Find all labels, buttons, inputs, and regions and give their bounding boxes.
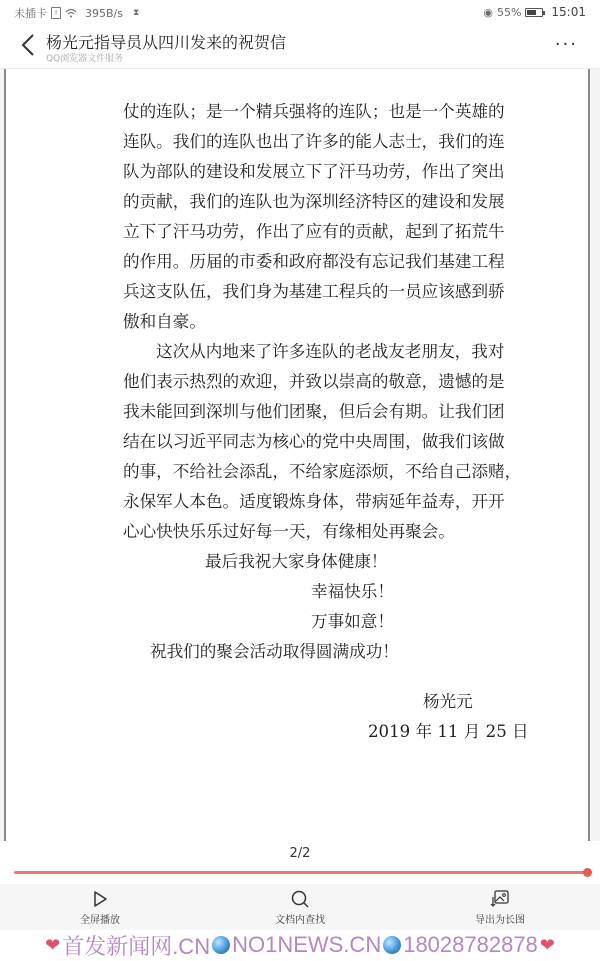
fullscreen-play-button[interactable]	[0, 884, 200, 930]
play-icon	[90, 889, 110, 909]
text-line: 兵这支队伍，我们身为基建工程兵的一员应该感到骄	[123, 282, 505, 301]
document-viewer[interactable]	[0, 69, 600, 841]
title-bar	[0, 24, 600, 69]
status-bar	[0, 0, 600, 24]
heart-icon: ❤	[45, 934, 61, 955]
sim-icon: !	[51, 7, 61, 19]
export-long-image-button[interactable]	[400, 884, 600, 930]
page-indicator: 2/2	[289, 846, 311, 861]
letter-date: 2019 年 11 月 25 日	[368, 722, 529, 741]
eye-comfort-icon: ◉	[483, 5, 493, 19]
closing-line-4: 祝我们的聚会活动取得圆满成功！	[150, 642, 399, 661]
document-title: 杨光元指导员从四川发来的祝贺信	[46, 33, 287, 52]
fullscreen-play-label: 全屏播放	[80, 914, 120, 926]
carrier-text: 未插卡	[14, 7, 47, 20]
globe-icon	[383, 936, 401, 954]
text-line: 心心快快乐乐过好每一天，有缘相处再聚会。	[123, 522, 455, 541]
paragraph-2	[123, 337, 522, 547]
text-line: 队为部队的建设和发展立下了汗马功劳，作出了突出	[123, 162, 505, 181]
watermark-site-cn: 首发新闻网.CN	[62, 933, 211, 959]
closing-line-3: 万事如意！	[311, 612, 394, 631]
paragraph-1	[123, 97, 505, 337]
text-line: 仗的连队；是一个精兵强将的连队；也是一个英雄的	[123, 102, 505, 121]
wifi-icon	[65, 8, 77, 18]
clock: 15:01	[551, 5, 586, 19]
find-in-document-label: 文档内查找	[275, 914, 325, 926]
slider-thumb[interactable]	[583, 868, 592, 877]
bottom-toolbar	[0, 884, 600, 930]
battery-icon	[525, 8, 543, 17]
document-source: QQ浏览器文件服务	[46, 54, 124, 64]
network-speed: 395B/s	[85, 6, 123, 20]
text-line: 的作用。历届的市委和政府都没有忘记我们基建工程	[123, 252, 505, 271]
watermark-banner	[0, 930, 600, 960]
text-line: 他们表示热烈的欢迎，并致以崇高的敬意，遗憾的是	[123, 372, 505, 391]
text-line: 这次从内地来了许多连队的老战友老朋友，我对	[156, 342, 505, 361]
text-line: 我未能回到深圳与他们团聚，但后会有期。让我们团	[123, 402, 505, 421]
hourglass-icon: ⧗	[132, 8, 140, 18]
signature: 杨光元	[423, 692, 473, 711]
closing-line-1: 最后我祝大家身体健康！	[205, 552, 388, 571]
text-line: 连队。我们的连队也出了许多的能人志士，我们的连	[123, 132, 505, 151]
text-line: 的贡献，我们的连队也为深圳经济特区的建设和发展	[123, 192, 505, 211]
text-line: 的事，不给社会添乱，不给家庭添烦，不给自己添赌，	[123, 462, 522, 481]
page-progress-slider[interactable]	[14, 871, 588, 874]
export-long-image-label: 导出为长图	[475, 914, 525, 926]
heart-icon: ❤	[539, 934, 555, 955]
watermark-site-en: NO1NEWS.CN	[232, 932, 382, 957]
watermark-phone: 18028782878	[403, 932, 538, 957]
more-options-button[interactable]: ···	[554, 34, 578, 55]
document-page	[4, 69, 590, 841]
text-line: 结在以习近平同志为核心的党中央周围，做我们该做	[123, 432, 505, 451]
closing-line-2: 幸福快乐！	[311, 582, 394, 601]
export-image-icon	[490, 889, 510, 909]
back-arrow-icon[interactable]	[18, 32, 40, 58]
letter-body	[123, 97, 529, 747]
find-in-document-button[interactable]	[200, 884, 400, 930]
search-icon	[290, 889, 310, 909]
text-line: 傲和自豪。	[123, 312, 206, 331]
globe-icon	[212, 936, 230, 954]
text-line: 立下了汗马功劳，作出了应有的贡献，起到了拓荒牛	[123, 222, 505, 241]
text-line: 永保军人本色。适度锻炼身体，带病延年益寿，开开	[123, 492, 505, 511]
battery-percent: 55%	[496, 5, 522, 19]
